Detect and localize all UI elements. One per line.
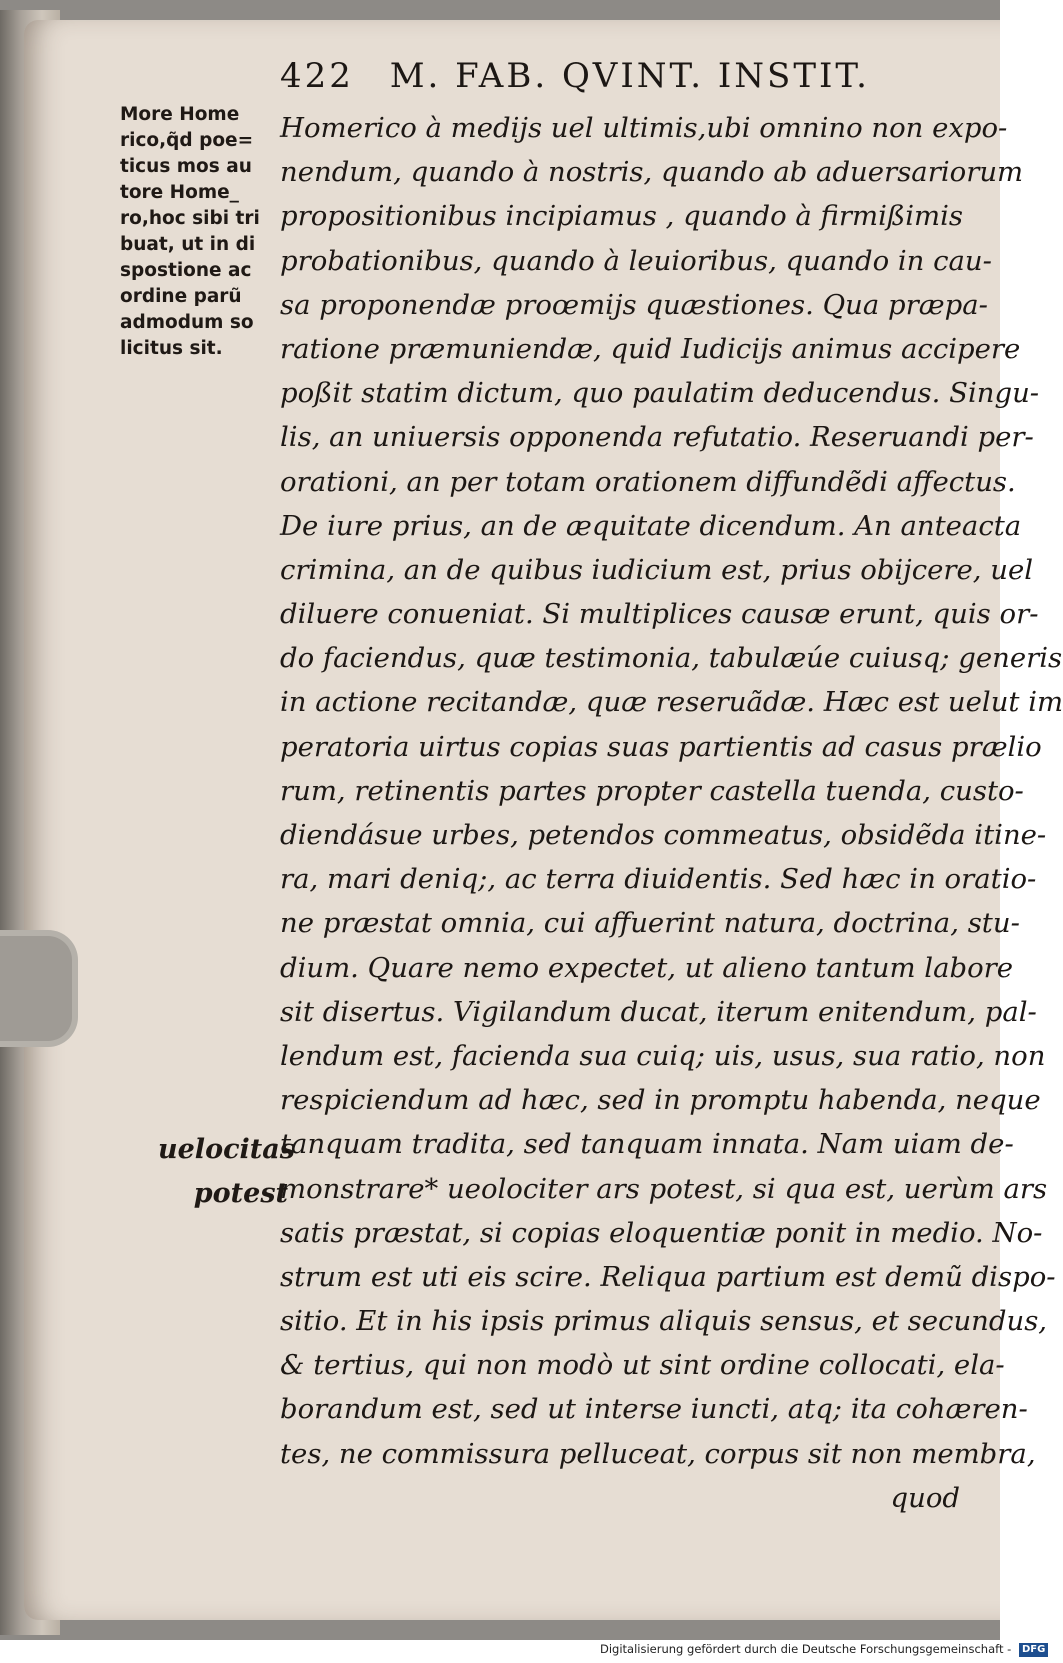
digitization-credit bbox=[600, 1642, 1046, 1660]
dfg-logo: DFG bbox=[1019, 1643, 1048, 1657]
margin-note-homer bbox=[120, 102, 270, 362]
text-line: ra, mari deniq;, ac terra diuidentis. Sed hæc in oratio- bbox=[280, 863, 1037, 896]
margin-note-line: ordine parũ bbox=[120, 286, 242, 307]
text-line: diluere conueniat. Si multiplices causæ erunt, quis or- bbox=[280, 598, 1039, 631]
margin-note-line: uelocitas bbox=[158, 1134, 295, 1165]
text-line: dium. Quare nemo expectet, ut alieno tantum labore bbox=[280, 951, 1014, 984]
text-line: tes, ne commissura pelluceat, corpus sit non membra, bbox=[280, 1437, 1036, 1470]
text-line: probationibus, quando à leuioribus, quando in cau- bbox=[280, 244, 992, 277]
text-line: monstrare* ueolociter ars potest, si qua est, uerùm ars bbox=[280, 1172, 1048, 1205]
text-line: respiciendum ad hæc, sed in promptu habenda, neque bbox=[280, 1084, 1041, 1117]
text-line: & tertius, qui non modò ut sint ordine collocati, ela- bbox=[280, 1349, 1005, 1382]
text-line: lendum est, facienda sua cuiq; uis, usus, sua ratio, non bbox=[280, 1039, 1046, 1072]
text-line: strum est uti eis scire. Reliqua partium est demũ dispo- bbox=[280, 1260, 1056, 1293]
text-line: De iure prius, an de æquitate dicendum. An anteacta bbox=[280, 509, 1022, 542]
text-line: rum, retinentis partes propter castella tuenda, custo- bbox=[280, 774, 1024, 807]
margin-note-line: tore Home_ bbox=[120, 182, 239, 203]
margin-note-line: ticus mos au bbox=[120, 156, 252, 177]
text-line: lis, an uniuersis opponenda refutatio. Reseruandi per- bbox=[280, 421, 1034, 454]
margin-note-line: buat, ut in di bbox=[120, 234, 256, 255]
margin-note-line: admodum so bbox=[120, 312, 254, 333]
margin-note-line: ro,hoc sibi tri bbox=[120, 208, 260, 229]
text-line: Homerico à medijs uel ultimis,ubi omnino non expo- bbox=[280, 112, 1008, 144]
text-line: ratione præmuniendæ, quid Iudicijs animus accipere bbox=[280, 332, 1021, 365]
body-text bbox=[280, 106, 1063, 1520]
text-line: propositionibus incipiamus , quando à firmißimis bbox=[280, 200, 964, 233]
text-line: sitio. Et in his ipsis primus aliquis sensus, et secundus, bbox=[280, 1305, 1048, 1338]
text-line: sit disertus. Vigilandum ducat, iterum enitendum, pal- bbox=[280, 995, 1037, 1028]
text-line: quod bbox=[890, 1481, 960, 1514]
page-number: 422 bbox=[280, 56, 354, 96]
text-line: tanquam tradita, sed tanquam innata. Nam uiam de- bbox=[280, 1128, 1014, 1161]
credit-text: Digitalisierung gefördert durch die Deutsche Forschungsgemeinschaft - bbox=[600, 1642, 1012, 1656]
text-line: nendum, quando à nostris, quando ab aduersariorum bbox=[280, 156, 1024, 189]
text-line: ne præstat omnia, cui affuerint natura, doctrina, stu- bbox=[280, 907, 1020, 940]
book-clasp bbox=[0, 930, 78, 1047]
margin-note-line: spostione ac bbox=[120, 260, 252, 281]
margin-note-line: More Home bbox=[120, 104, 240, 125]
text-line: crimina, an de quibus iudicium est, prius obijcere, uel bbox=[280, 553, 1034, 586]
text-line: sa proponendæ proœmijs quæstiones. Qua præpa- bbox=[280, 288, 988, 321]
text-line: peratoria uirtus copias suas partientis ad casus prælio bbox=[280, 730, 1042, 763]
text-line: orationi, an per totam orationem diffundẽdi affectus. bbox=[280, 465, 1016, 498]
text-line: diendásue urbes, petendos commeatus, obsidẽda itine- bbox=[280, 819, 1047, 851]
text-line: do faciendus, quæ testimonia, tabulæúe cuiusq; generis bbox=[280, 642, 1063, 675]
margin-note-line: potest bbox=[193, 1178, 288, 1209]
text-line: poßit statim dictum, quo paulatim deducendus. Singu- bbox=[280, 377, 1040, 410]
running-title: M. FAB. QVINT. INSTIT. bbox=[389, 56, 870, 96]
margin-note-line: licitus sit. bbox=[120, 338, 223, 359]
text-line: satis præstat, si copias eloquentiæ ponit in medio. No- bbox=[280, 1216, 1043, 1249]
margin-note-velocitas bbox=[158, 1128, 295, 1216]
text-line: borandum est, sed ut interse iuncti, atq; ita cohæren- bbox=[280, 1393, 1028, 1426]
running-header bbox=[280, 56, 870, 96]
text-line: in actione recitandæ, quæ reseruãdæ. Hæc est uelut im bbox=[280, 686, 1063, 719]
margin-note-line: rico,q̃d poe= bbox=[120, 130, 254, 151]
